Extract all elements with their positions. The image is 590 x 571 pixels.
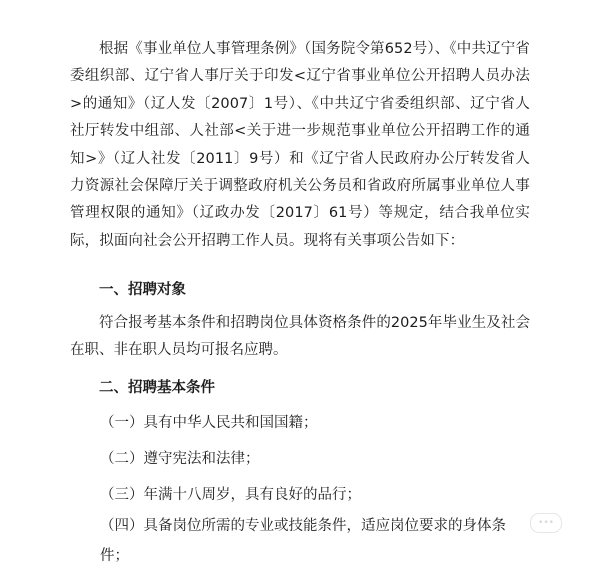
condition-item-3: （三）年满十八周岁，具有良好的品行；	[100, 487, 361, 503]
intro-paragraph: 根据《事业单位人事管理条例》（国务院令第652号）、《中共辽宁省委组织部、辽宁省人事厅关于印发<辽宁省事业单位公开招聘人员办法>的通知》（辽人发〔2007〕1号）、《中共辽宁省委组织部、辽宁省人社厅转发中组部、人社部<关于进一步规范事业单位公开招聘工作的通知>》（辽人社发〔2011〕9号）和《辽宁省人民政府办公厅转发省人力资源社会保障厅关于调整政府机关公务员和省政府所属事业单位人事管理权限的通知》（辽政办发〔2017〕61号）等规定，结合我单位实际，拟面向社会公开招聘工作人员。现将有关事项公告如下：	[70, 41, 530, 249]
watermark-logo: •••	[530, 513, 562, 533]
section-heading-basic-conditions: 二、招聘基本条件	[99, 380, 215, 396]
condition-item-4: （四）具备岗位所需的专业或技能条件，适应岗位要求的身体条件；	[100, 518, 506, 564]
condition-item-1: （一）具有中华人民共和国国籍；	[100, 415, 318, 431]
recruitment-target-paragraph: 符合报考基本条件和招聘岗位具体资格条件的2025年毕业生及社会在职、非在职人员均可报名应聘。	[70, 315, 530, 359]
section-heading-recruitment-target: 一、招聘对象	[99, 282, 186, 298]
condition-item-2: （二）遵守宪法和法律；	[100, 451, 260, 467]
